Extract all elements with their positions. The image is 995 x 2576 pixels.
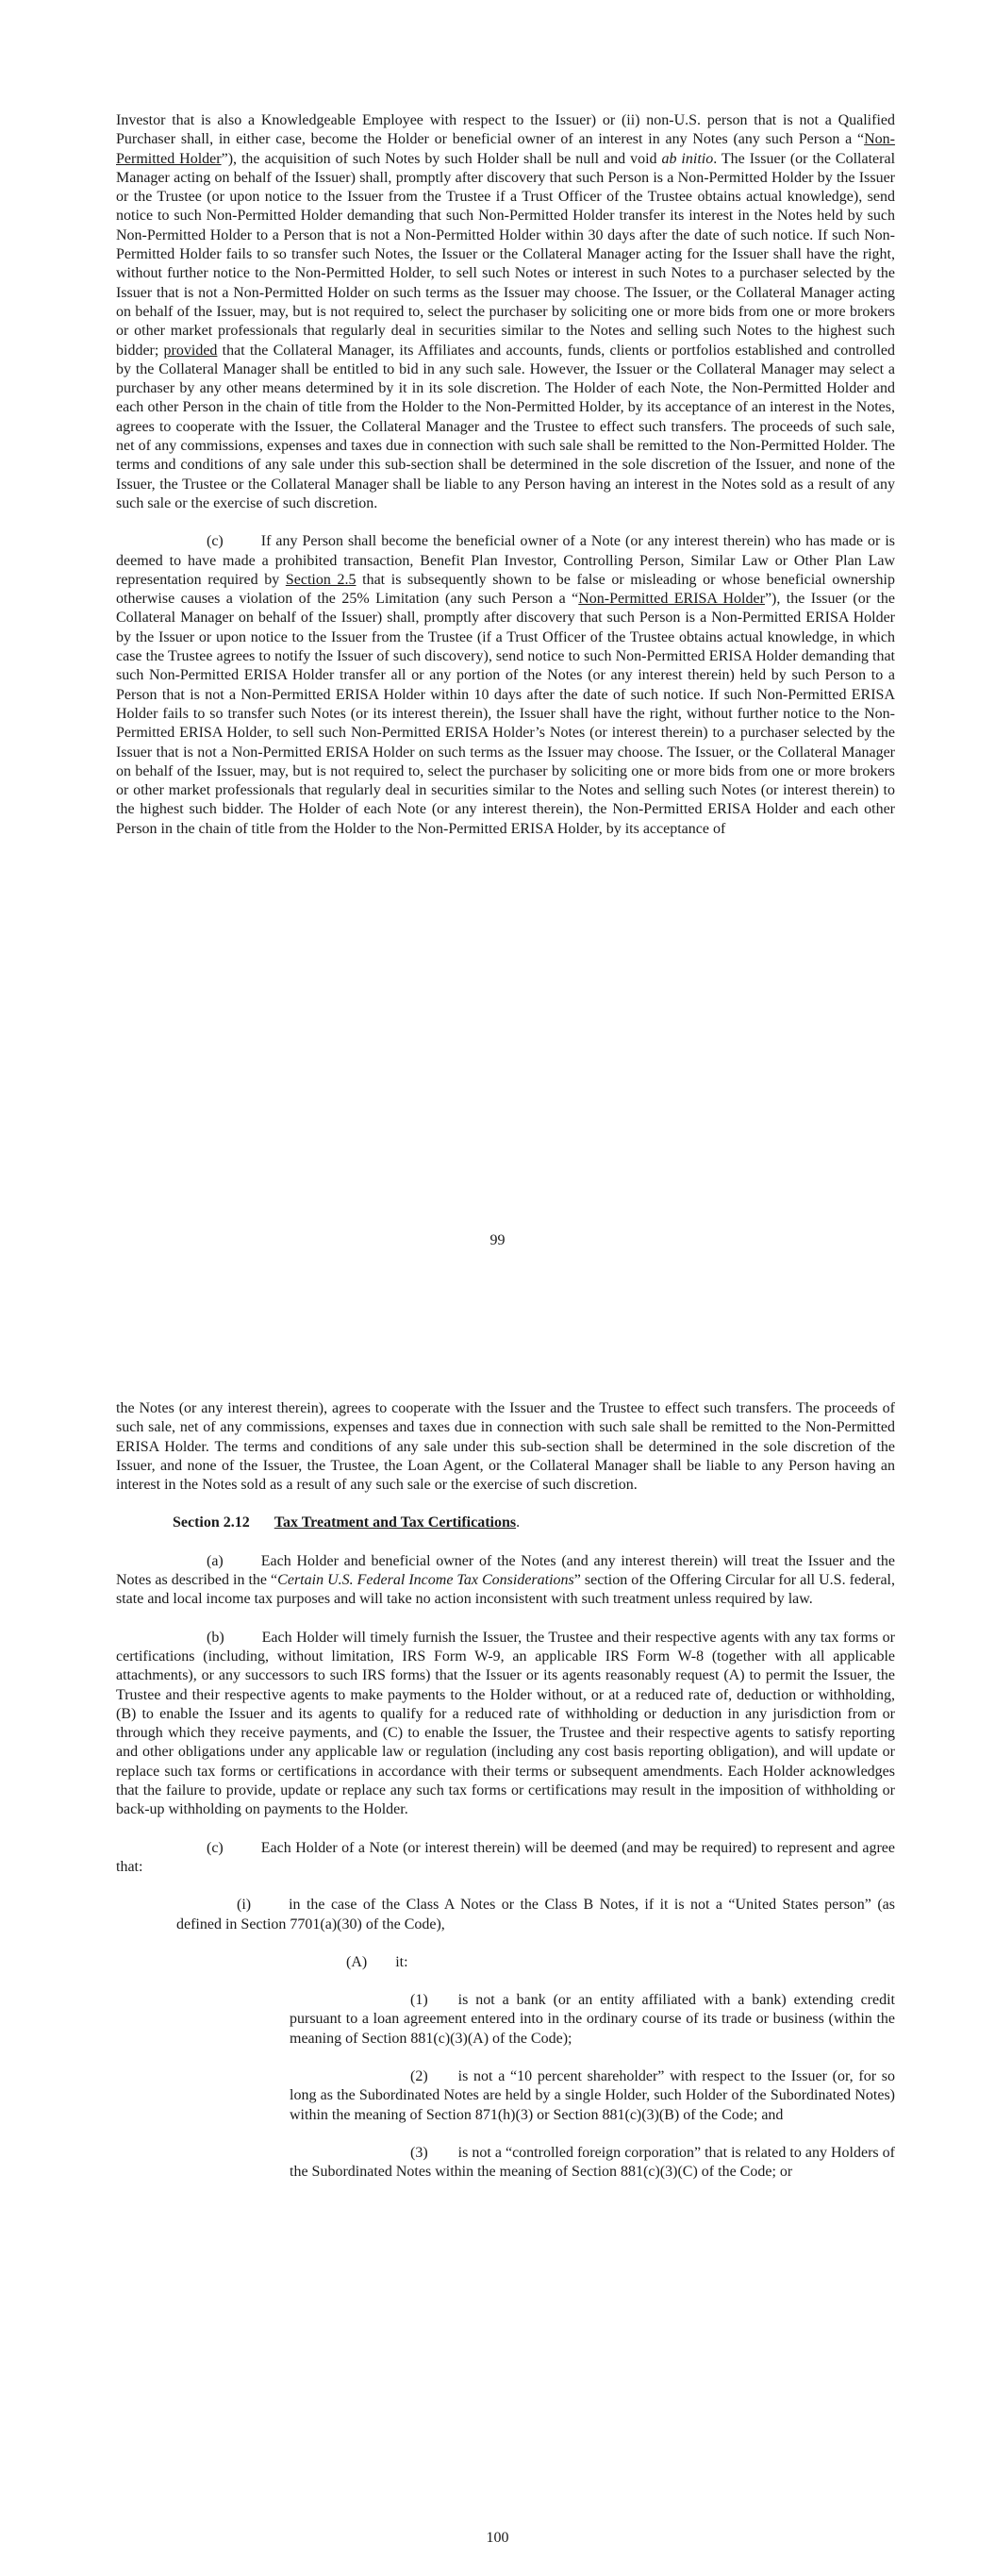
clause-label: (A) <box>346 1953 368 1970</box>
section-heading: Section 2.12 Tax Treatment and Tax Certifications. <box>173 1514 521 1531</box>
paragraph-b: (b) Each Holder will timely furnish the Issuer, the Trustee and their respective agents with any tax forms or certifications (including, without limitation, IRS Form W-9, an applicable IRS Form W-8 (together with all applicable attachments), or any successors to such IRS forms) that the Issuer or its agents reasonably request (A) to permit the Issuer, the Trustee and their respective agents to make payments to the Holder without, or at a reduced rate of, deduction or withholding, (B) to enable the Issuer and its agents to qualify for a reduced rate of withholding or deduction in any jurisdiction from or through which they receive payments, and (C) to enable the Issuer, the Trustee and their respective agents to satisfy reporting and other obligations under any applicable law or regulation (including any cost basis reporting obligation), and will update or replace such tax forms or certifications in accordance with their terms or subsequent amendments. Each Holder acknowledges that the failure to provide, update or replace any such tax forms or certifications may result in the imposition of withholding or back-up withholding on payments to the Holder. <box>116 1629 895 1818</box>
paragraph-continuation: the Notes (or any interest therein), agrees to cooperate with the Issuer and the Trustee to effect such transfers. The proceeds of such sale, net of any commissions, expenses and taxes due in connection with such sale shall be remitted to the Non-Permitted ERISA Holder. The terms and conditions of any sale under this sub-section shall be determined in the sole discretion of the Issuer, and none of the Issuer, the Trustee, the Loan Agent, or the Collateral Manager shall be liable to any Person having an interest in the Notes sold as a result of any such sale or the exercise of such discretion. <box>116 1400 895 1494</box>
paragraph-non-permitted-holder: Investor that is also a Knowledgeable Employee with respect to the Issuer) or (ii) non-U.S. person that is not a Qualified Purchaser shall, in either case, become the Holder or beneficial owner of an interest in any Notes (any such Person a “Non-Permitted Holder”), the acquisition of such Notes by such Holder shall be null and void ab initio. The Issuer (or the Collateral Manager acting on behalf of the Issuer) shall, promptly after discovery that such Person is a Non-Permitted Holder by the Issuer or the Trustee (or upon notice to the Issuer from the Trustee if a Trust Officer of the Trustee obtains actual knowledge), send notice to such Non-Permitted Holder demanding that such Non-Permitted Holder transfer its interest in the Notes held by such Non-Permitted Holder to a Person that is not a Non-Permitted Holder within 30 days after the date of such notice. If such Non-Permitted Holder fails to so transfer such Notes, the Issuer or the Collateral Manager acting for the Issuer shall have the right, without further notice to the Non-Permitted Holder, to sell such Notes or interest in such Notes to a purchaser selected by the Issuer that is not a Non-Permitted Holder on such terms as the Issuer may choose. The Issuer, or the Collateral Manager acting on behalf of the Issuer, may, but is not required to, select the purchaser by soliciting one or more bids from one or more brokers or other market professionals that regularly deal in securities similar to the Notes and selling such Notes to the highest such bidder; provided that the Collateral Manager, its Affiliates and accounts, funds, clients or portfolios established and controlled by the Collateral Manager shall be entitled to bid in any such sale. However, the Issuer or the Collateral Manager may select a purchaser by any other means determined by it in its sole discretion. The Holder of each Note, the Non-Permitted Holder and each other Person in the chain of title from the Holder to the Non-Permitted Holder, by its acceptance of an interest in the Notes, agrees to cooperate with the Issuer, the Collateral Manager and the Trustee to effect such transfers. The proceeds of such sale, net of any commissions, expenses and taxes due in connection with such sale shall be remitted to the Non-Permitted Holder. The terms and conditions of any sale under this sub-section shall be determined in the sole discretion of the Issuer, and none of the Issuer, the Trustee or the Collateral Manager shall be liable to any Person having an interest in the Notes sold as a result of any such sale or the exercise of such discretion. <box>116 112 896 511</box>
paragraph-a: (a) Each Holder and beneficial owner of the Notes (and any interest therein) will treat the Issuer and the Notes as described in the “Certain U.S. Federal Income Tax Considerations” section of the Offering Circular for all U.S. federal, state and local income tax purposes and will take no action inconsistent with such treatment unless required by law. <box>116 1552 895 1608</box>
paragraph-2: (2) is not a “10 percent shareholder” with respect to the Issuer (or, for so long as the Subordinated Notes are held by a single Holder, such Holder of the Subordinated Notes) within the meaning of Section 871(h)(3) or Section 881(c)(3)(B) of the Code; and <box>290 2068 895 2123</box>
page-number: 99 <box>489 1232 506 1248</box>
term-provided: provided <box>163 342 218 359</box>
italic-ab-initio: ab initio <box>661 150 714 167</box>
clause-label: (a) <box>207 1552 224 1569</box>
section-reference: Section 2.5 <box>285 571 357 588</box>
paragraph-3: (3) is not a “controlled foreign corporation” that is related to any Holders of the Subordinated Notes within the meaning of Section 881(c)(3)(C) of the Code; or <box>290 2144 895 2181</box>
paragraph-A: (A) it: <box>346 1953 408 1970</box>
clause-label: (c) <box>207 533 224 550</box>
section-title: Tax Treatment and Tax Certifications <box>274 1514 517 1531</box>
clause-label: (c) <box>207 1839 224 1856</box>
paragraph-1: (1) is not a bank (or an entity affiliated with a bank) extending credit pursuant to a loan agreement entered into in the ordinary course of its trade or business (within the meaning of Section 881(c)(3)(A) of the Code); <box>290 1992 895 2047</box>
page-99-body <box>116 111 895 858</box>
clause-label: (i) <box>237 1897 252 1914</box>
page-100-body <box>116 1399 895 2201</box>
clause-label: (b) <box>207 1629 224 1646</box>
paragraph-c-non-permitted-erisa-holder: (c) If any Person shall become the beneficial owner of a Note (or any interest therein) who has made or is deemed to have made a prohibited transaction, Benefit Plan Investor, Controlling Person, Similar Law or Other Plan Law representation required by Section 2.5 that is subsequently shown to be false or misleading or whose beneficial ownership otherwise causes a violation of the 25% Limitation (any such Person a “Non-Permitted ERISA Holder”), the Issuer (or the Collateral Manager on behalf of the Issuer) shall, promptly after discovery that such Person is a Non-Permitted ERISA Holder by the Issuer or upon notice to the Issuer from the Trustee (if a Trust Officer of the Trustee obtains actual knowledge, in which case the Trustee agrees to notify the Issuer of such discovery), send notice to such Non-Permitted ERISA Holder demanding that such Non-Permitted ERISA Holder transfer all or any portion of the Notes (or any interest therein) held by such Person to a Person that is not a Non-Permitted ERISA Holder within 10 days after the date of such notice. If such Non-Permitted ERISA Holder fails to so transfer such Notes (or its interest therein), the Issuer shall have the right, without further notice to the Non-Permitted ERISA Holder, to sell such Non-Permitted ERISA Holder’s Notes (or interest therein) to a purchaser selected by the Issuer that is not a Non-Permitted ERISA Holder on such terms as the Issuer may choose. The Issuer, or the Collateral Manager on behalf of the Issuer, may, but is not required to, select the purchaser by soliciting one or more bids from one or more brokers or other market professionals that regularly deal in securities similar to the Notes and selling such Notes (or interest therein) to the highest such bidder. The Holder of each Note (or any interest therein), the Non-Permitted ERISA Holder and each other Person in the chain of title from the Holder to the Non-Permitted ERISA Holder, by its acceptance of <box>116 533 895 837</box>
defined-term-non-permitted-erisa-holder: Non-Permitted ERISA Holder <box>578 591 765 608</box>
paragraph-c: (c) Each Holder of a Note (or interest therein) will be deemed (and may be required) to represent and agree that: <box>116 1839 895 1875</box>
section-number: Section 2.12 <box>173 1514 250 1531</box>
clause-label: (1) <box>410 1992 428 2009</box>
paragraph-i: (i) in the case of the Class A Notes or the Class B Notes, if it is not a “United States person” (as defined in Section 7701(a)(30) of the Code), <box>176 1897 895 1932</box>
italic-reference: Certain U.S. Federal Income Tax Considerations <box>277 1572 574 1589</box>
page-number: 100 <box>486 2530 509 2546</box>
clause-label: (2) <box>410 2068 428 2085</box>
defined-term-non-permitted-holder: Non-Permitted Holder <box>116 131 895 167</box>
clause-label: (3) <box>410 2144 428 2161</box>
